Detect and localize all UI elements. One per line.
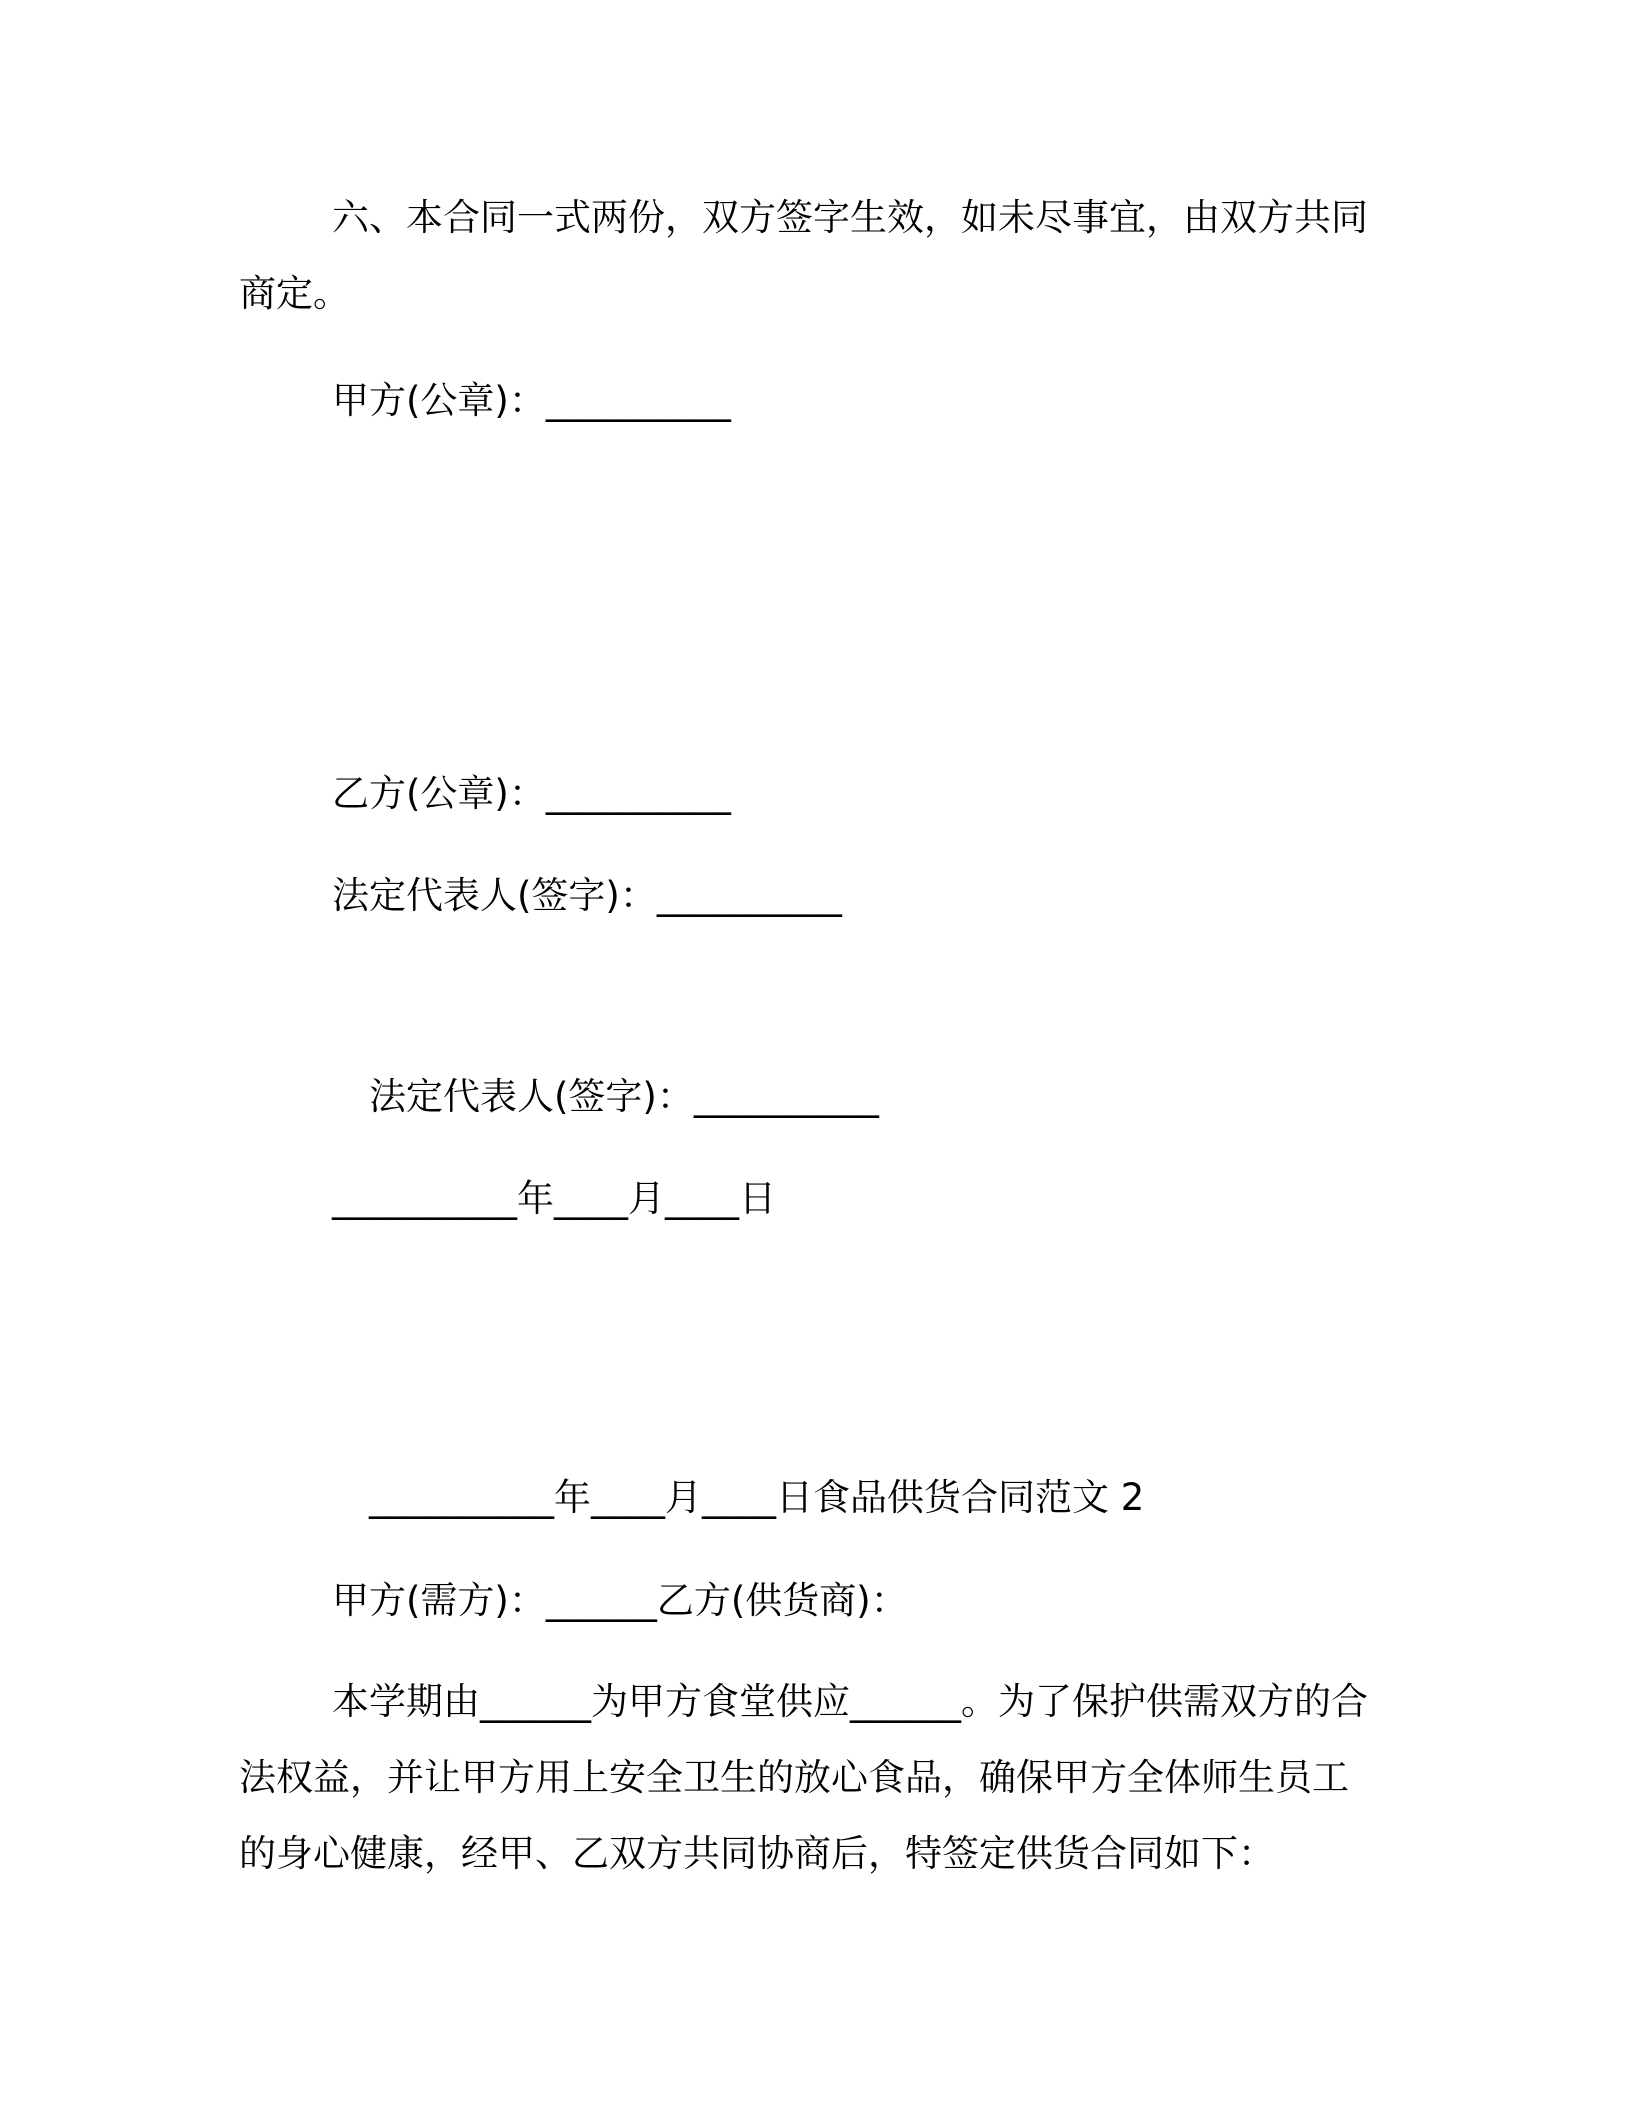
intro-paragraph-line-3: 的身心健康，经甲、乙双方共同协商后，特签定供货合同如下：	[239, 1832, 1275, 1875]
contract-title-line: __________年____月____日食品供货合同范文 2	[369, 1476, 1145, 1519]
intro-paragraph-line-2: 法权益，并让甲方用上安全卫生的放心食品，确保甲方全体师生员工	[239, 1756, 1349, 1799]
clause-six-line-2: 商定。	[239, 272, 350, 315]
parties-line: 甲方(需方)：______乙方(供货商)：	[332, 1579, 908, 1622]
date-line: __________年____月____日	[332, 1177, 776, 1220]
party-b-seal-line: 乙方(公章)：__________	[332, 772, 731, 815]
legal-rep-signature-line-b: 法定代表人(签字)：__________	[369, 1075, 879, 1118]
intro-paragraph-line-1: 本学期由______为甲方食堂供应______。为了保护供需双方的合	[332, 1680, 1368, 1723]
clause-six-line-1: 六、本合同一式两份，双方签字生效，如未尽事宜，由双方共同	[332, 196, 1368, 239]
legal-rep-signature-line-a: 法定代表人(签字)：__________	[332, 874, 842, 917]
party-a-seal-line: 甲方(公章)：__________	[332, 379, 731, 422]
